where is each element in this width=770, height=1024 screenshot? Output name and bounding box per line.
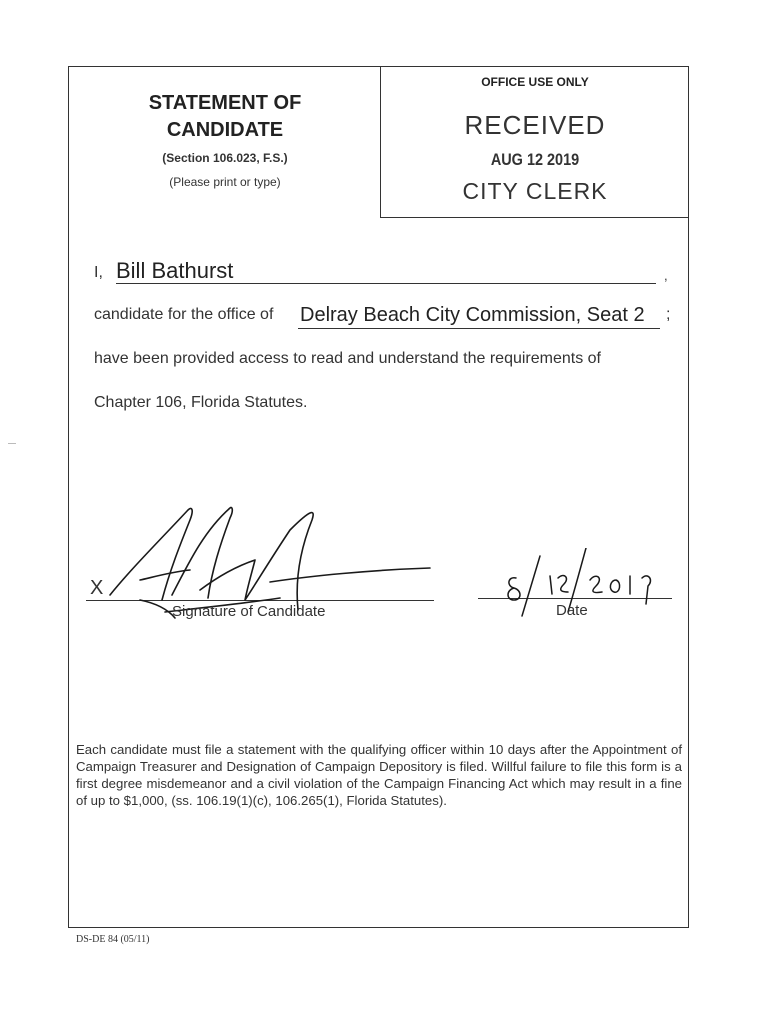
received-stamp: RECEIVED xyxy=(464,110,606,140)
statement-line3: have been provided access to read and understand the requirements of xyxy=(94,350,601,367)
statute-section: (Section 106.023, F.S.) xyxy=(162,151,288,165)
office-name: Delray Beach City Commission, Seat 2 xyxy=(300,304,645,326)
form-code: DS-DE 84 (05/11) xyxy=(76,934,150,945)
date-label: Date xyxy=(556,602,588,619)
signature-x-mark: X xyxy=(90,577,104,599)
statement-line4: Chapter 106, Florida Statutes. xyxy=(94,394,308,411)
received-date-stamp: AUG 12 2019 xyxy=(490,150,580,169)
scan-margin-mark xyxy=(8,443,16,444)
signature-label: Signature of Candidate xyxy=(172,603,326,620)
office-use-label: OFFICE USE ONLY xyxy=(481,75,589,89)
form-title-line2: CANDIDATE xyxy=(166,119,284,141)
legal-notice: Each candidate must file a statement with the qualifying officer within 10 days after the Appointment of Campaign Treasurer and Designation of Campaign Depository is filed. Willful failure to file this form is a first degree misdemeanor and a civil violation of the Campaign Financing Act which may result in a fine of up to $1,000, (ss. 106.19(1)(c), 106.265(1), Florida Statutes). xyxy=(76,742,682,808)
name-suffix: , xyxy=(664,268,668,283)
candidate-name: Bill Bathurst xyxy=(116,258,234,283)
statement-prefix: I, xyxy=(94,264,103,281)
form-title-line1: STATEMENT OF xyxy=(148,92,302,114)
office-suffix: ; xyxy=(666,306,671,323)
form-title xyxy=(120,90,330,144)
office-prefix: candidate for the office of xyxy=(94,306,274,323)
name-underline xyxy=(116,283,656,284)
city-clerk-stamp: CITY CLERK xyxy=(462,178,608,204)
office-underline xyxy=(298,328,660,329)
office-use-box xyxy=(380,66,689,218)
print-instruction: (Please print or type) xyxy=(169,175,281,189)
